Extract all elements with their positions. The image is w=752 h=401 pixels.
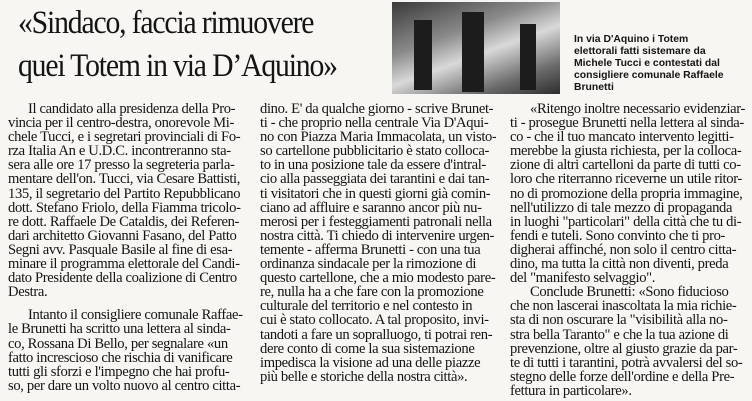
text-line: che non lascerai inascoltata la mia richie- [510,299,737,314]
caption-line: elettorali fatti sistemare da [574,46,706,57]
headline-line-2: quei Totem in via D’Aquino» [18,48,337,84]
text-line: fettura in particolare». [510,383,632,398]
text-line: co, Rossana Di Bello, per segnalare «un [8,336,228,351]
text-line: no di promozione della propria immagine, [510,186,743,201]
text-line: cio alla passeggiata dei tarantini e dai tan- [260,172,490,187]
article-column-2 [260,102,496,384]
text-line: ti - che proprio nella centrale Via D'Aqui- [260,116,489,131]
text-line: dino, ma tutta la città non diventi, preda [510,257,729,272]
text-line: ordinanza sindacale per la rimozione di [260,257,477,272]
text-line: rza Italia An e U.D.C. incontreranno sta- [8,144,231,159]
text-line: cui è stato collocato. A tal proposito, invi- [260,313,489,328]
photo-caption [574,34,746,94]
text-line: nostra città. Ti chiedo di intervenire urgen- [260,228,495,243]
text-line: te di tutti i tarantini, potrà avvalersi del so- [510,355,743,370]
text-line: dere conto di come la sua sistemazione [260,341,475,356]
text-line: prevenzione, oltre al giusto grazie da par- [510,341,738,356]
text-line: le Brunetti ha scritto una lettera al sinda- [8,322,231,337]
totem-photo [392,2,560,94]
text-line: chele Tucci, e i segretari provinciali di Fo- [8,130,241,145]
text-line: dott. Stefano Friolo, della Fiamma tricolo- [8,200,241,215]
text-line: fendi e tuteli. Sono convinto che ti pro- [510,228,726,243]
text-line: sta di non oscurare la "visibilità alla no- [510,313,728,328]
text-line: dari architetto Giovanni Fasano, del Patto [8,228,237,243]
text-line: zione di altri cartelloni da parte di tutti co- [510,158,741,173]
text-line: merebbe la giusta richiesta, per la colloca- [510,144,742,159]
text-line: sera alle ore 17 presso la segreteria parla- [8,158,235,173]
text-line: dino. E' da qualche giorno - scrive Brunet- [260,102,494,117]
caption-line: Michele Tucci e contestati dal [574,58,720,69]
article-column-3 [510,102,750,398]
text-line: culturale del territorio e nel contesto in [260,299,473,314]
text-line: temente - afferma Brunetti - con una tua [260,242,481,258]
text-line: so cartellone pubblicitario è stato colloca- [260,144,489,159]
text-line: so, per dare un volto nuovo al centro citta- [8,378,241,393]
text-line: ti visitatori che in questi giorni già comin- [260,186,491,201]
text-line: tutti gli sforzi e l'impegno che hai profu- [8,364,230,379]
text-line: minare il programma elettorale del Candi- [8,257,240,272]
text-line: tandoti a fare un sopralluogo, ti potrai ren- [260,327,493,342]
text-line: stegno delle forze dell'ordine e della Pre- [510,369,735,384]
text-line: più belle e storiche della nostra città». [260,369,468,384]
paragraph-gap [8,299,244,308]
text-line: «Ritengo inoltre necessario evidenziar- [530,102,746,117]
text-line: stra bella Taranto" e che la tua azione di [510,327,729,342]
text-line: ti - prosegue Brunetti nella lettera al sinda- [510,116,744,131]
caption-line: consigliere comunale Raffaele [574,70,724,81]
text-line: in luoghi "particolari" della città che tu di- [510,214,742,229]
text-line: to in una posizione tale da essere d'intral- [260,158,486,173]
headline [18,2,342,88]
text-line: ciano ad affluire e saranno ancor più nu- [260,200,482,215]
article-column-1 [8,102,244,393]
caption-line: Brunetti [574,82,614,93]
text-line: questo cartellone, che a mio modesto pare- [260,271,496,286]
text-line: loro che riterranno riceverne un utile ritor- [510,172,742,187]
text-line: re dott. Raffaele De Cataldis, dei Referen- [8,214,240,229]
text-line: nell'utilizzo di tale mezzo di propaganda [510,200,733,215]
text-line: no con Piazza Maria Immacolata, un visto- [260,130,496,145]
text-line: dato Presidente della coalizione di Centro [8,271,237,286]
text-line: digherai affinché, non solo il centro citta- [510,242,737,258]
text-line: Il candidato alla presidenza della Pro- [28,102,236,117]
text-line: vincia per il centro-destra, onorevole Mi- [8,116,235,131]
text-line: Intanto il consigliere comunale Raffae- [28,308,243,323]
text-line: Destra. [8,285,48,300]
text-line: fatto increscioso che rischia di vanificare [8,350,233,365]
text-line: Segni avv. Pasquale Basile al fine di esa- [8,242,233,258]
caption-line: In via D'Aquino i Totem [574,34,689,45]
text-line: 135, il segretario del Partito Repubblicano [8,186,241,201]
text-line: mentare dell'on. Tucci, via Cesare Battisti, [8,172,241,187]
text-line: del "manifesto selvaggio". [510,271,656,286]
text-line: co - che il tuo mancato intervento legitti- [510,130,734,145]
text-line: Conclude Brunetti: «Sono fiducioso [530,285,729,300]
text-line: re, nulla ha a che fare con la promozione [260,285,484,300]
text-line: impedisca la visione ad una delle piazze [260,355,481,370]
headline-line-1: «Sindaco, faccia rimuovere [18,5,314,41]
text-line: merosi per i festeggiamenti patronali nella [260,214,492,229]
